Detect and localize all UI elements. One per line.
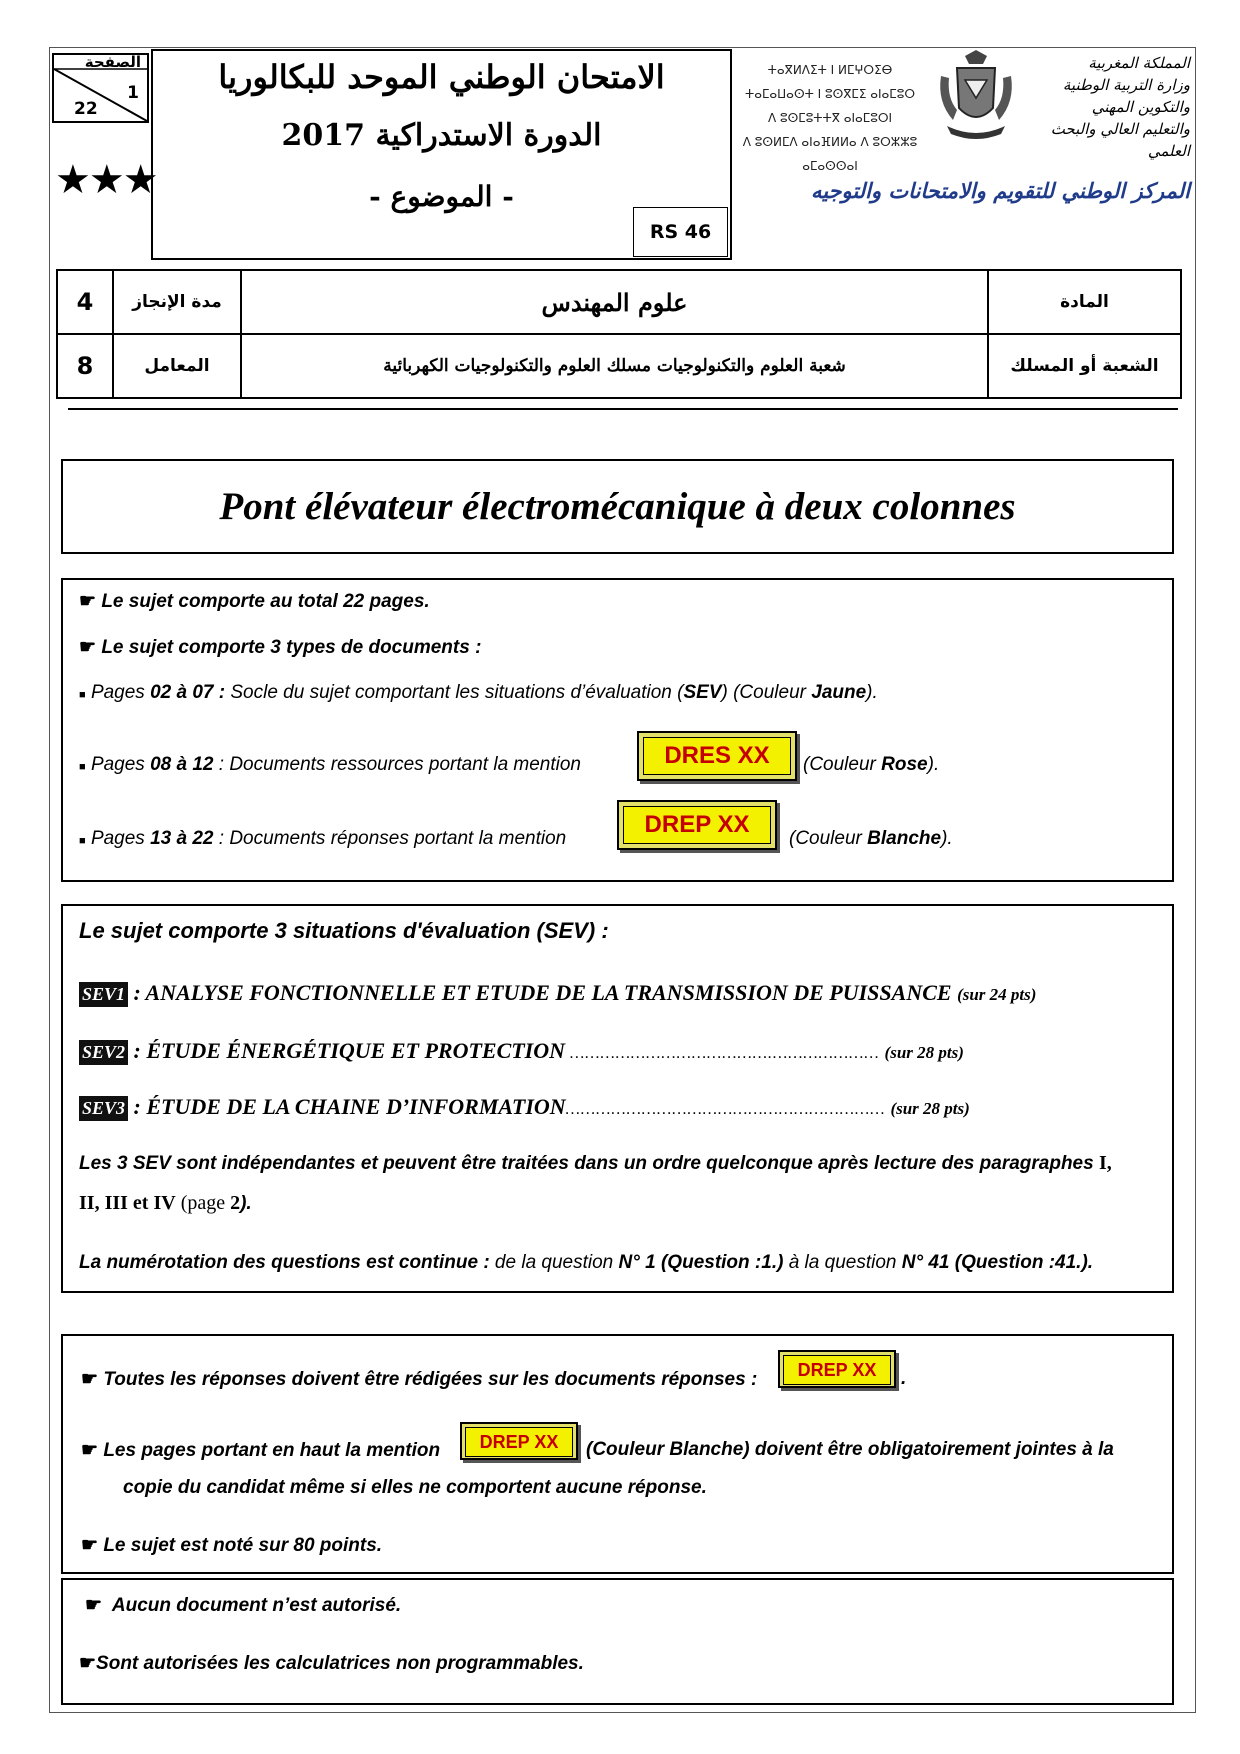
subject-name: علوم المهندس	[241, 270, 988, 334]
square-bullet-icon: ■	[79, 761, 86, 773]
text: à la question	[783, 1252, 902, 1273]
text: Toutes les réponses doivent être rédigées sur les documents réponses :	[103, 1369, 758, 1390]
ministry-line: والتكوين المهني	[1091, 98, 1190, 116]
sev1-line	[79, 980, 1036, 1007]
tifinagh-line: ⴷ ⵓⵙⵎⵓⵜⵜⴳ ⴰⵏⴰⵎⵓⵔⵏ	[767, 111, 893, 125]
sev1-tag: SEV1	[79, 982, 128, 1007]
calculators-allowed	[79, 1652, 584, 1675]
coefficient-value: 8	[57, 334, 113, 398]
square-bullet-icon: ■	[79, 835, 86, 847]
text: (Couleur	[789, 828, 868, 849]
text: Blanche	[867, 828, 942, 849]
text: (Couleur	[803, 754, 882, 775]
text: ).	[240, 1193, 252, 1214]
difficulty-stars: ★★★	[55, 157, 157, 203]
text: Aucun document n’est autorisé.	[111, 1595, 402, 1616]
exam-code: RS 46	[633, 207, 728, 257]
drep-badge	[617, 800, 777, 850]
doc-line-dres-color	[803, 754, 939, 776]
text: Les 3 SEV sont indépendantes et peuvent être traitées dans un ordre quelconque après lecture des paragraphes	[79, 1153, 1099, 1174]
divider	[68, 408, 1178, 410]
page-number: 1	[127, 83, 139, 103]
exam-subject-label: - الموضوع -	[369, 180, 514, 213]
pointing-hand-icon: ☛	[81, 1440, 99, 1461]
ministry-line: وزارة التربية الوطنية	[1062, 76, 1190, 94]
text: Le sujet est noté sur 80 points.	[103, 1535, 383, 1556]
text: de la question	[489, 1252, 619, 1273]
text: ).	[866, 682, 878, 703]
coefficient-label: المعامل	[113, 334, 241, 398]
text: Rose	[881, 754, 928, 775]
leader-dots: ………………………………………………………	[565, 1101, 891, 1118]
sev2-line	[79, 1038, 964, 1065]
sev3-title: : ÉTUDE DE LA CHAINE D’INFORMATION	[128, 1094, 566, 1119]
sev1-title: : ANALYSE FONCTIONNELLE ET ETUDE DE LA TRANSMISSION DE PUISSANCE	[128, 980, 952, 1005]
sev2-title: : ÉTUDE ÉNERGÉTIQUE ET PROTECTION	[128, 1038, 566, 1063]
pointing-hand-icon: ☛	[81, 1535, 99, 1556]
page-label: الصفحة	[84, 53, 141, 71]
exam-info-table	[56, 269, 1182, 399]
ministry-line: والتعليم العالي والبحث العلمي	[1050, 120, 1190, 160]
duration-value: 4	[57, 270, 113, 334]
dres-badge-text: DRES XX	[643, 737, 791, 775]
rule-points	[81, 1534, 382, 1557]
exam-title: الامتحان الوطني الموحد للبكالوريا	[218, 58, 665, 96]
text: N° 41	[901, 1252, 950, 1273]
text: Jaune	[811, 682, 867, 703]
text: (page	[175, 1192, 231, 1214]
doc-text: Le sujet comporte au total 22 pages.	[101, 591, 430, 612]
text: Sont autorisées les calculatrices non programmables.	[96, 1653, 584, 1674]
page-number-box	[52, 53, 149, 123]
sev3-points: (sur 28 pts)	[890, 1099, 970, 1118]
text: N° 1	[618, 1252, 656, 1273]
drep-badge-small	[460, 1422, 578, 1460]
sev-box	[61, 904, 1174, 1293]
stream-name: شعبة العلوم والتكنولوجيات مسلك العلوم والتكنولوجيات الكهربائية	[241, 334, 988, 398]
doc-line-socle	[79, 682, 878, 704]
text: : Documents réponses portant la mention	[213, 828, 567, 849]
text: : Documents ressources portant la mention	[213, 754, 582, 775]
pointing-hand-icon: ☛	[81, 1369, 99, 1390]
sev-heading: Le sujet comporte 3 situations d'évaluation (SEV) :	[79, 918, 609, 943]
stream-label: الشعبة أو المسلك	[988, 334, 1181, 398]
sev-independence-line1	[79, 1152, 1112, 1175]
sev2-points: (sur 28 pts)	[884, 1043, 964, 1062]
square-bullet-icon: ■	[79, 689, 86, 701]
authorization-box	[61, 1578, 1174, 1705]
subject-label: المادة	[988, 270, 1181, 334]
text: ).	[941, 828, 953, 849]
dres-badge	[637, 731, 797, 781]
text: (Question :41.).	[949, 1252, 1094, 1273]
drep-badge-text: DREP XX	[783, 1355, 891, 1385]
text: ) (Couleur	[721, 682, 812, 703]
rule-pages-line2: copie du candidat même si elles ne comportent aucune réponse.	[123, 1477, 707, 1498]
duration-label: مدة الإنجاز	[113, 270, 241, 334]
pointing-hand-icon: ☛	[85, 1595, 103, 1616]
tifinagh-header	[735, 58, 925, 178]
drep-badge-text: DREP XX	[623, 806, 771, 844]
sev-independence-line2	[79, 1192, 252, 1215]
doc-line-types	[79, 636, 481, 659]
drep-badge-small	[778, 1350, 896, 1388]
text: 02 à 07 :	[150, 682, 226, 703]
tifinagh-line: ⵜⴰⴳⵍⴷⵉⵜ ⵏ ⵍⵎⵖⵔⵉⴱ	[767, 63, 893, 77]
text: La numérotation des questions est continue :	[79, 1252, 490, 1273]
sev-numbering-line	[79, 1252, 1093, 1274]
text: 08 à 12	[150, 754, 214, 775]
doc-line-dres	[79, 754, 581, 776]
doc-line-pages	[79, 590, 430, 613]
rule-pages	[81, 1439, 440, 1462]
text: I,	[1098, 1152, 1112, 1174]
text: II, III et IV	[79, 1192, 176, 1214]
pointing-hand-icon: ☛	[79, 591, 97, 612]
sev2-tag: SEV2	[79, 1040, 128, 1065]
leader-dots: ………………………………….…………………	[565, 1045, 885, 1062]
text: Socle du sujet comportant les situations d’évaluation (	[225, 682, 684, 703]
tifinagh-line: ⵜⴰⵎⴰⵡⴰⵙⵜ ⵏ ⵓⵙⴳⵎⵉ ⴰⵏⴰⵎⵓⵔ	[744, 87, 915, 101]
text: Pages	[90, 682, 151, 703]
doc-text: Le sujet comporte 3 types de documents :	[101, 637, 482, 658]
text: Les pages portant en haut la mention	[103, 1440, 441, 1461]
drep-badge-text: DREP XX	[465, 1427, 573, 1457]
text: Pages	[90, 754, 151, 775]
page-total: 22	[74, 99, 98, 119]
evaluation-centre: المركز الوطني للتقويم والامتحانات والتوجيه	[810, 178, 1190, 203]
ministry-line: المملكة المغربية	[1088, 54, 1190, 72]
doc-line-drep-color	[789, 828, 953, 850]
subject-title: Pont élévateur électromécanique à deux colonnes	[61, 459, 1174, 554]
exam-session: الدورة الاستدراكية 2017	[281, 118, 602, 153]
rule-answers-end: .	[901, 1368, 907, 1389]
rule-answers	[81, 1368, 757, 1391]
sev1-points: (sur 24 pts)	[957, 985, 1037, 1004]
pointing-hand-icon: ☛	[79, 637, 97, 658]
ministry-header	[1010, 52, 1190, 162]
rules-box	[61, 1334, 1174, 1574]
pointing-hand-icon: ☛	[79, 1653, 97, 1674]
sev3-line	[79, 1094, 970, 1121]
tifinagh-line: ⴷ ⵓⵙⵍⵎⴷ ⴰⵏⴰⴼⵍⵍⴰ ⴷ ⵓⵔⵣⵣⵓ ⴰⵎⴰⵙⵙⴰⵏ	[742, 135, 918, 173]
text: 13 à 22	[150, 828, 214, 849]
coat-of-arms-icon	[935, 50, 1017, 142]
text: 2	[230, 1192, 241, 1214]
sev3-tag: SEV3	[79, 1096, 128, 1121]
text: Pages	[90, 828, 151, 849]
text: SEV	[683, 682, 722, 703]
documents-box	[61, 578, 1174, 882]
text: (Question :1.)	[655, 1252, 784, 1273]
doc-line-drep	[79, 828, 566, 850]
rule-pages-cont: (Couleur Blanche) doivent être obligatoirement jointes à la	[586, 1439, 1114, 1460]
no-documents	[85, 1594, 401, 1617]
text: ).	[927, 754, 940, 775]
